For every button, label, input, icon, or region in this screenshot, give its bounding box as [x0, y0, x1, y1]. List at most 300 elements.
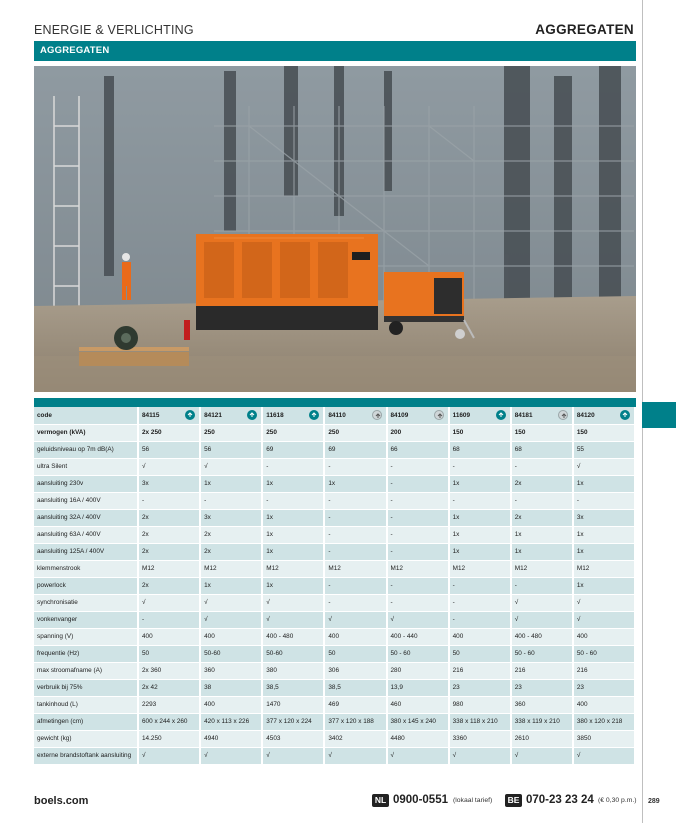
- spec-cell: [324, 696, 386, 713]
- spec-value: √: [204, 616, 208, 623]
- spec-value: 69: [328, 446, 336, 453]
- spec-value: -: [390, 548, 393, 555]
- spec-value: 68: [514, 446, 522, 453]
- spec-row: [34, 441, 635, 458]
- spec-row-label: powerlock: [34, 577, 138, 594]
- spec-value: 50 - 60: [390, 650, 411, 657]
- product-code-cell[interactable]: [200, 407, 262, 424]
- spec-cell: [200, 594, 262, 611]
- spec-cell: [138, 594, 200, 611]
- spec-cell: [387, 611, 449, 628]
- spec-value: √: [204, 752, 208, 759]
- spec-cell: [138, 509, 200, 526]
- spec-cell: [324, 730, 386, 747]
- spec-value: 980: [452, 701, 464, 708]
- spec-row-label: max stroomafname (A): [34, 662, 138, 679]
- spec-value: M12: [204, 565, 217, 572]
- product-code-cell[interactable]: [138, 407, 200, 424]
- product-code-cell[interactable]: [449, 407, 511, 424]
- spec-value: √: [266, 752, 270, 759]
- spec-cell: [449, 577, 511, 594]
- spec-row: [34, 679, 635, 696]
- spec-value: -: [204, 497, 207, 504]
- spec-cell: [511, 441, 573, 458]
- spec-value: -: [514, 497, 517, 504]
- product-code: 11609: [452, 411, 471, 419]
- spec-value: 2x: [204, 548, 211, 555]
- spec-value: √: [204, 463, 208, 470]
- spec-value: √: [514, 752, 519, 759]
- spec-cell: [262, 611, 324, 628]
- spec-row-label: afmetingen (cm): [34, 713, 138, 730]
- spec-value: 2610: [514, 735, 529, 742]
- spec-value: 3360: [452, 735, 467, 742]
- spec-cell: [138, 679, 200, 696]
- spec-value: 150: [452, 429, 464, 436]
- spec-cell: [324, 577, 386, 594]
- spec-value: 380: [266, 667, 277, 674]
- spec-cell: [200, 679, 262, 696]
- spec-row: [34, 662, 635, 679]
- spec-cell: [449, 645, 511, 662]
- spec-value: 400 - 440: [390, 633, 418, 640]
- spec-value: 2x: [204, 531, 211, 538]
- product-code-cell[interactable]: [262, 407, 324, 424]
- spec-row: [34, 492, 635, 509]
- spec-value: 50-60: [266, 650, 283, 657]
- spec-cell: [200, 509, 262, 526]
- section-label: AGGREGATEN: [40, 45, 110, 56]
- spec-value: √: [204, 599, 208, 606]
- spec-cell: [262, 475, 324, 492]
- spec-value: -: [390, 531, 393, 538]
- spec-value: √: [328, 752, 332, 759]
- spec-cell: [262, 560, 324, 577]
- spec-value: 150: [576, 429, 588, 436]
- spec-value: 2x 360: [142, 667, 162, 674]
- spec-value: 2x: [514, 480, 522, 487]
- plug-icon: [372, 410, 382, 420]
- spec-cell: [511, 679, 573, 696]
- spec-cell: [449, 424, 511, 441]
- spec-row: [34, 560, 635, 577]
- spec-cell: [138, 730, 200, 747]
- spec-value: 1x: [204, 582, 211, 589]
- spec-value: -: [328, 599, 331, 606]
- product-code: 84115: [142, 411, 160, 419]
- spec-value: M12: [514, 565, 528, 572]
- spec-value: 1x: [328, 480, 336, 487]
- spec-value: 250: [266, 429, 277, 436]
- spec-value: 400: [204, 701, 215, 708]
- spec-value: 3402: [328, 735, 343, 742]
- spec-cell: [449, 679, 511, 696]
- spec-value: 306: [328, 667, 340, 674]
- product-code: 84181: [514, 411, 533, 419]
- spec-cell: [387, 679, 449, 696]
- spec-cell: [200, 628, 262, 645]
- spec-value: 3x: [204, 514, 211, 521]
- spec-row-label: externe brandstoftank aansluiting: [34, 747, 138, 764]
- spec-value: 216: [576, 667, 588, 674]
- spec-cell: [262, 662, 324, 679]
- spec-cell: [138, 628, 200, 645]
- spec-cell: [262, 441, 324, 458]
- spec-cell: [262, 577, 324, 594]
- spec-value: 68: [452, 446, 460, 453]
- spec-cell: [262, 679, 324, 696]
- spec-cell: [387, 560, 449, 577]
- spec-row: [34, 424, 635, 441]
- spec-value: 1x: [266, 582, 273, 589]
- product-code: 84110: [328, 411, 346, 419]
- spec-row-label: gewicht (kg): [34, 730, 138, 747]
- spec-cell: [262, 509, 324, 526]
- spec-value: -: [390, 480, 393, 487]
- spec-value: 50: [452, 650, 460, 657]
- spec-cell: [262, 747, 324, 764]
- spec-cell: [200, 526, 262, 543]
- spec-value: -: [452, 616, 455, 623]
- spec-value: 400: [452, 633, 464, 640]
- spec-row: [34, 730, 635, 747]
- spec-cell: [262, 628, 324, 645]
- spec-table-topbar: [34, 398, 636, 407]
- spec-cell: [511, 594, 573, 611]
- spec-cell: [138, 560, 200, 577]
- spec-cell: [573, 458, 635, 475]
- spec-cell: [387, 628, 449, 645]
- spec-cell: [200, 713, 262, 730]
- spec-value: 1x: [266, 531, 273, 538]
- spec-value: 1x: [452, 480, 460, 487]
- spec-value: 1x: [514, 548, 522, 555]
- product-code-cell[interactable]: [324, 407, 386, 424]
- spec-value: 4503: [266, 735, 281, 742]
- spec-value: 2293: [142, 701, 157, 708]
- spec-cell: [262, 458, 324, 475]
- spec-row-label: vermogen (kVA): [34, 424, 138, 441]
- product-code: 11618: [266, 411, 284, 419]
- spec-value: M12: [390, 565, 403, 572]
- spec-cell: [138, 611, 200, 628]
- spec-value: 50 - 60: [576, 650, 597, 657]
- spec-cell: [138, 441, 200, 458]
- spec-cell: [449, 713, 511, 730]
- spec-cell: [324, 560, 386, 577]
- spec-table-wrap: [34, 398, 636, 765]
- plug-icon: [434, 410, 444, 420]
- generator-large: [196, 234, 378, 330]
- spec-cell: [387, 577, 449, 594]
- spec-value: 2x: [142, 531, 149, 538]
- spec-cell: [200, 424, 262, 441]
- spec-value: 420 x 113 x 226: [204, 718, 250, 725]
- spec-cell: [449, 628, 511, 645]
- spec-cell: [387, 662, 449, 679]
- spec-cell: [387, 509, 449, 526]
- info-icon: [309, 410, 319, 420]
- spec-cell: [200, 441, 262, 458]
- spec-value: 2x: [142, 548, 149, 555]
- spec-cell: [449, 696, 511, 713]
- nl-phone-note: (lokaal tarief): [453, 797, 493, 804]
- spec-cell: [449, 662, 511, 679]
- spec-row: [34, 747, 635, 764]
- spec-value: 1x: [266, 548, 273, 555]
- spec-value: M12: [576, 565, 590, 572]
- spec-value: -: [266, 463, 269, 470]
- spec-value: -: [142, 616, 145, 623]
- spec-value: 280: [390, 667, 402, 674]
- spec-value: 400: [576, 633, 588, 640]
- spec-value: 377 x 120 x 224: [266, 718, 312, 725]
- section-bar: [34, 41, 636, 61]
- spec-cell: [511, 696, 573, 713]
- spec-cell: [573, 509, 635, 526]
- spec-value: M12: [266, 565, 279, 572]
- spec-cell: [138, 492, 200, 509]
- spec-cell: [573, 696, 635, 713]
- spec-cell: [324, 611, 386, 628]
- spec-cell: [573, 424, 635, 441]
- spec-row: [34, 509, 635, 526]
- spec-value: 1x: [452, 514, 460, 521]
- spec-cell: [511, 492, 573, 509]
- spec-cell: [324, 747, 386, 764]
- spec-value: 150: [514, 429, 526, 436]
- spec-value: 1x: [266, 480, 273, 487]
- spec-cell: [449, 611, 511, 628]
- spec-cell: [138, 526, 200, 543]
- spec-cell: [200, 543, 262, 560]
- spec-value: √: [142, 752, 146, 759]
- spec-cell: [324, 713, 386, 730]
- spec-cell: [138, 424, 200, 441]
- spec-value: 55: [576, 446, 584, 453]
- spec-value: 50: [328, 650, 336, 657]
- spec-value: -: [328, 497, 331, 504]
- spec-cell: [324, 645, 386, 662]
- spec-row: [34, 577, 635, 594]
- info-icon: [620, 410, 630, 420]
- spec-cell: [449, 475, 511, 492]
- spec-cell: [573, 475, 635, 492]
- spec-row-label: aansluiting 125A / 400V: [34, 543, 138, 560]
- spec-cell: [262, 424, 324, 441]
- industrial-site-illustration: [34, 66, 636, 392]
- section-tab-marker: [642, 402, 676, 428]
- spec-cell: [138, 577, 200, 594]
- spec-cell: [573, 543, 635, 560]
- spec-value: √: [576, 463, 581, 470]
- spec-cell: [573, 441, 635, 458]
- spec-value: -: [328, 463, 331, 470]
- spec-row-label: verbruik bij 75%: [34, 679, 138, 696]
- spec-cell: [200, 577, 262, 594]
- spec-value: 66: [390, 446, 398, 453]
- product-code: 84120: [576, 411, 595, 419]
- spec-value: 50 - 60: [514, 650, 535, 657]
- spec-value: 14.250: [142, 735, 162, 742]
- spec-value: 360: [514, 701, 526, 708]
- spec-cell: [573, 560, 635, 577]
- spec-cell: [324, 679, 386, 696]
- spec-cell: [449, 747, 511, 764]
- spec-value: 2x: [514, 514, 522, 521]
- product-photo: [34, 66, 636, 392]
- product-code-cell[interactable]: [573, 407, 635, 424]
- spec-value: -: [452, 463, 455, 470]
- spec-cell: [262, 713, 324, 730]
- info-icon: [496, 410, 506, 420]
- spec-value: 56: [142, 446, 150, 453]
- spec-cell: [449, 441, 511, 458]
- spec-value: 400: [142, 633, 153, 640]
- spec-value: √: [266, 616, 270, 623]
- spec-value: √: [576, 616, 581, 623]
- spec-row: [34, 407, 635, 424]
- spec-cell: [573, 730, 635, 747]
- spec-cell: [200, 611, 262, 628]
- spec-value: -: [390, 514, 393, 521]
- spec-cell: [511, 611, 573, 628]
- spec-cell: [449, 543, 511, 560]
- spec-cell: [449, 526, 511, 543]
- spec-cell: [511, 713, 573, 730]
- spec-value: 380 x 145 x 240: [390, 718, 436, 725]
- spec-row: [34, 645, 635, 662]
- spec-cell: [387, 645, 449, 662]
- spec-cell: [262, 594, 324, 611]
- nl-country-tag: NL: [372, 794, 389, 807]
- nl-phone-number[interactable]: 0900-0551: [393, 794, 448, 806]
- spec-row-label: geluidsniveau op 7m dB(A): [34, 441, 138, 458]
- spec-value: 1x: [576, 480, 584, 487]
- spec-cell: [200, 662, 262, 679]
- product-code-cell[interactable]: [387, 407, 449, 424]
- spec-row: [34, 526, 635, 543]
- spec-cell: [511, 475, 573, 492]
- product-code: 84109: [390, 411, 409, 419]
- spec-cell: [573, 577, 635, 594]
- spec-cell: [387, 492, 449, 509]
- spec-row-label: ultra Silent: [34, 458, 138, 475]
- spec-value: 1x: [266, 514, 273, 521]
- spec-cell: [511, 458, 573, 475]
- spec-value: 1x: [576, 531, 584, 538]
- product-code: 84121: [204, 411, 222, 419]
- spec-value: 50-60: [204, 650, 221, 657]
- spec-value: -: [452, 497, 455, 504]
- spec-cell: [573, 526, 635, 543]
- spec-cell: [511, 730, 573, 747]
- spec-cell: [200, 730, 262, 747]
- spec-cell: [324, 441, 386, 458]
- spec-cell: [387, 441, 449, 458]
- spec-value: √: [514, 599, 519, 606]
- spec-value: 23: [452, 684, 460, 691]
- be-phone-number[interactable]: 070-23 23 24: [526, 794, 594, 806]
- spec-value: 4480: [390, 735, 405, 742]
- spec-cell: [138, 458, 200, 475]
- spec-value: M12: [328, 565, 341, 572]
- spec-row-label: klemmenstrook: [34, 560, 138, 577]
- spec-cell: [387, 696, 449, 713]
- spec-value: -: [514, 582, 517, 589]
- spec-value: 600 x 244 x 260: [142, 718, 188, 725]
- spec-cell: [138, 475, 200, 492]
- spec-value: 1x: [452, 548, 460, 555]
- spec-value: 400: [328, 633, 340, 640]
- spec-value: 69: [266, 446, 274, 453]
- spec-value: 1x: [204, 480, 211, 487]
- spec-row-label: spanning (V): [34, 628, 138, 645]
- spec-value: 216: [514, 667, 526, 674]
- spec-row-label: aansluiting 16A / 400V: [34, 492, 138, 509]
- spec-value: √: [328, 616, 332, 623]
- spec-value: 56: [204, 446, 212, 453]
- spec-row: [34, 628, 635, 645]
- spec-cell: [324, 543, 386, 560]
- spec-cell: [138, 543, 200, 560]
- spec-row: [34, 594, 635, 611]
- spec-row: [34, 543, 635, 560]
- spec-cell: [262, 696, 324, 713]
- plug-icon: [558, 410, 568, 420]
- info-icon: [247, 410, 257, 420]
- spec-value: 250: [328, 429, 340, 436]
- spec-value: √: [266, 599, 270, 606]
- spec-cell: [449, 730, 511, 747]
- spec-cell: [387, 458, 449, 475]
- spec-value: 1x: [452, 531, 460, 538]
- spec-cell: [200, 560, 262, 577]
- spec-value: 3x: [142, 480, 149, 487]
- spec-cell: [262, 492, 324, 509]
- spec-cell: [449, 594, 511, 611]
- spec-row-label: aansluiting 63A / 400V: [34, 526, 138, 543]
- spec-value: 400: [204, 633, 215, 640]
- spec-cell: [387, 475, 449, 492]
- spec-value: 3x: [576, 514, 584, 521]
- spec-cell: [511, 509, 573, 526]
- product-code-cell[interactable]: [511, 407, 573, 424]
- spec-value: 23: [576, 684, 584, 691]
- spec-value: √: [576, 752, 581, 759]
- spec-cell: [324, 492, 386, 509]
- spec-value: 250: [204, 429, 215, 436]
- spec-value: 400 - 480: [514, 633, 542, 640]
- spec-cell: [387, 594, 449, 611]
- spec-value: 2x 250: [142, 429, 162, 436]
- spec-value: 50: [142, 650, 150, 657]
- spec-cell: [200, 492, 262, 509]
- footer-brand[interactable]: boels.com: [34, 795, 89, 807]
- spec-value: -: [390, 497, 393, 504]
- spec-cell: [511, 747, 573, 764]
- spec-value: -: [576, 497, 580, 504]
- spec-value: 200: [390, 429, 402, 436]
- spec-cell: [200, 696, 262, 713]
- spec-value: -: [266, 497, 269, 504]
- spec-cell: [573, 645, 635, 662]
- spec-cell: [262, 730, 324, 747]
- spec-cell: [324, 475, 386, 492]
- spec-cell: [324, 628, 386, 645]
- spec-cell: [387, 526, 449, 543]
- spec-value: 2x: [142, 514, 149, 521]
